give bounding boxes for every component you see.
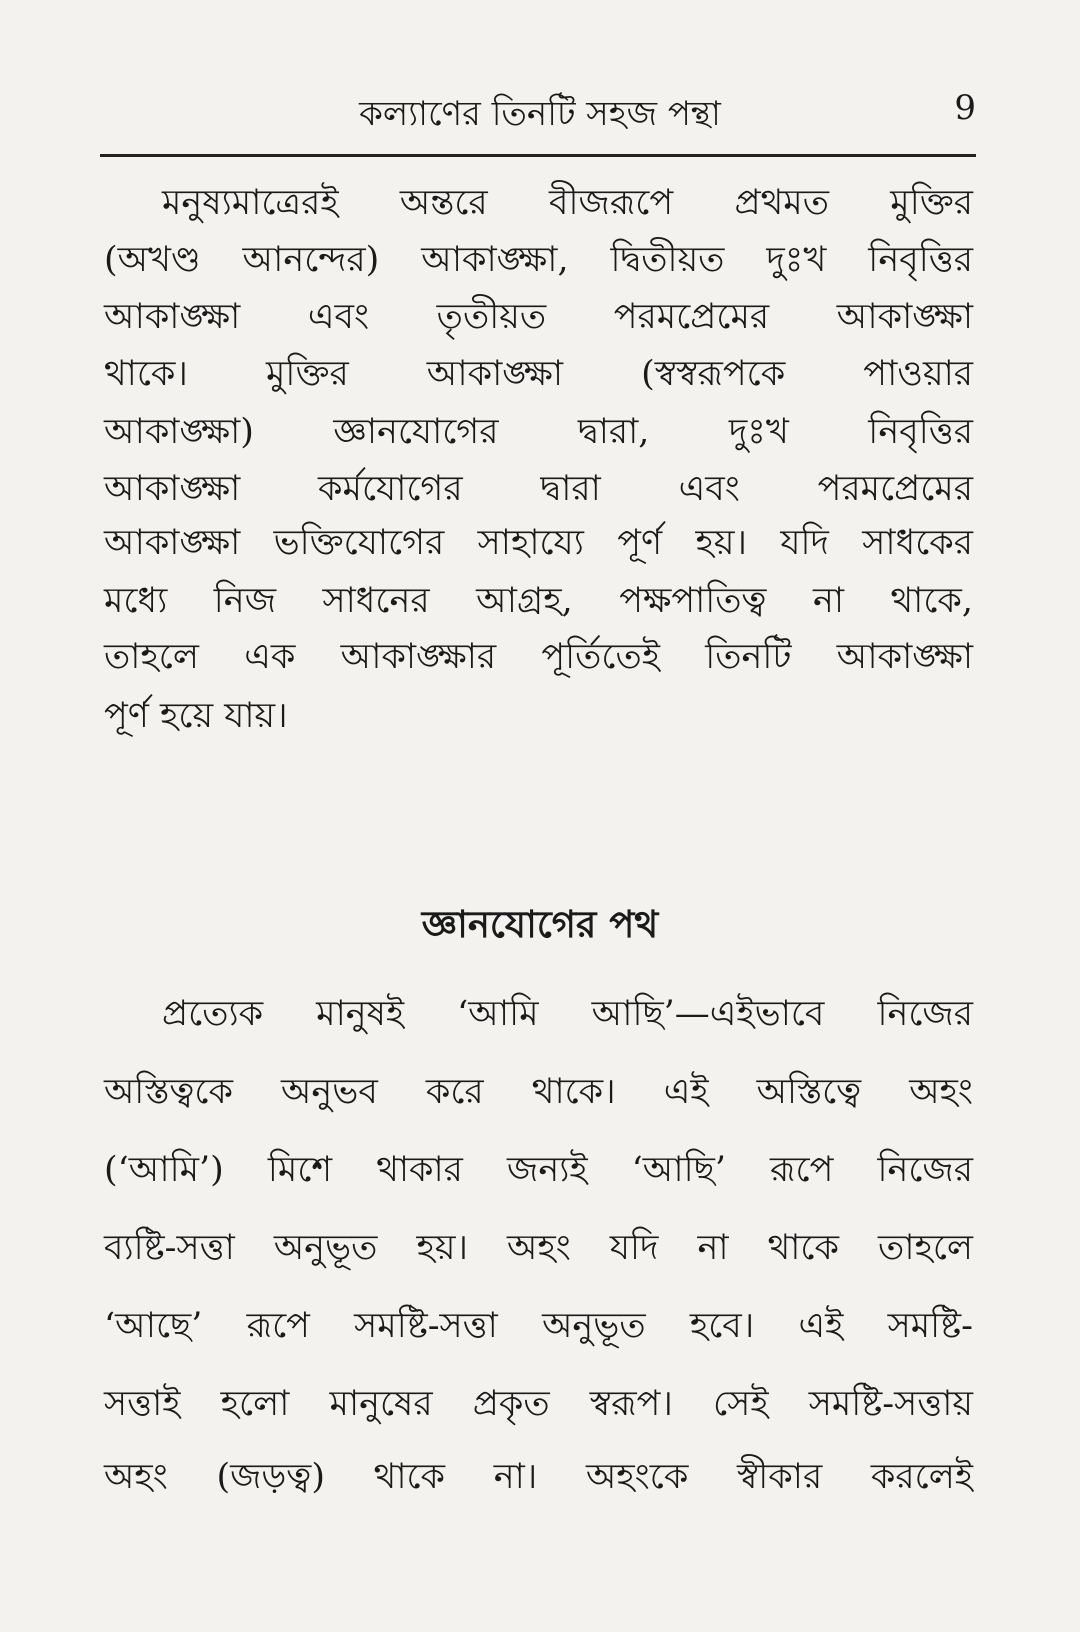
text-line: তাহলে এক আকাঙ্ক্ষার পূর্তিতেই তিনটি আকাঙ্ক্ষা: [104, 637, 973, 677]
running-header-title: কল্যাণের তিনটি সহজ পন্থা: [359, 94, 721, 134]
text-line: ব্যষ্টি-সত্তা অনুভূত হয়। অহং যদি না থাকে তাহলে: [104, 1228, 973, 1268]
section-heading: জ্ঞানযোগের পথ: [421, 902, 659, 946]
text-line: (‘আমি’) মিশে থাকার জন্যই ‘আছি’ রূপে নিজের: [104, 1150, 973, 1190]
text-line: অস্তিত্বকে অনুভব করে থাকে। এই অস্তিত্বে অহং: [104, 1072, 973, 1112]
text-line: সত্তাই হলো মানুষের প্রকৃত স্বরূপ। সেই সমষ্টি-সত্তায়: [104, 1384, 973, 1424]
text-line: আকাঙ্ক্ষা এবং তৃতীয়ত পরমপ্রেমের আকাঙ্ক্ষা: [104, 297, 973, 337]
text-line: থাকে। মুক্তির আকাঙ্ক্ষা (স্বস্বরূপকে পাওয়ার: [104, 354, 973, 394]
text-line: ‘আছে’ রূপে সমষ্টি-সত্তা অনুভূত হবে। এই সমষ্টি-: [104, 1306, 973, 1346]
text-line: আকাঙ্ক্ষা) জ্ঞানযোগের দ্বারা, দুঃখ নিবৃত্তির: [104, 412, 973, 452]
header-rule: [100, 154, 976, 157]
text-line: প্রত্যেক মানুষই ‘আমি আছি’—এইভাবে নিজের: [162, 994, 973, 1034]
text-line: অহং (জড়ত্ব) থাকে না। অহংকে স্বীকার করলেই: [104, 1457, 973, 1497]
text-line: মনুষ্যমাত্রেরই অন্তরে বীজরূপে প্রথমত মুক্তির: [162, 183, 973, 223]
text-line: আকাঙ্ক্ষা ভক্তিযোগের সাহায্যে পূর্ণ হয়। যদি সাধকের: [104, 523, 973, 563]
text-line: (অখণ্ড আনন্দের) আকাঙ্ক্ষা, দ্বিতীয়ত দুঃখ নিবৃত্তির: [104, 240, 973, 280]
text-line: পূর্ণ হয়ে যায়।: [104, 696, 288, 736]
page-number: 9: [954, 88, 976, 128]
text-line: মধ্যে নিজ সাধনের আগ্রহ, পক্ষপাতিত্ব না থাকে,: [104, 581, 973, 621]
text-line: আকাঙ্ক্ষা কর্মযোগের দ্বারা এবং পরমপ্রেমের: [104, 469, 973, 509]
running-header: [104, 88, 976, 132]
